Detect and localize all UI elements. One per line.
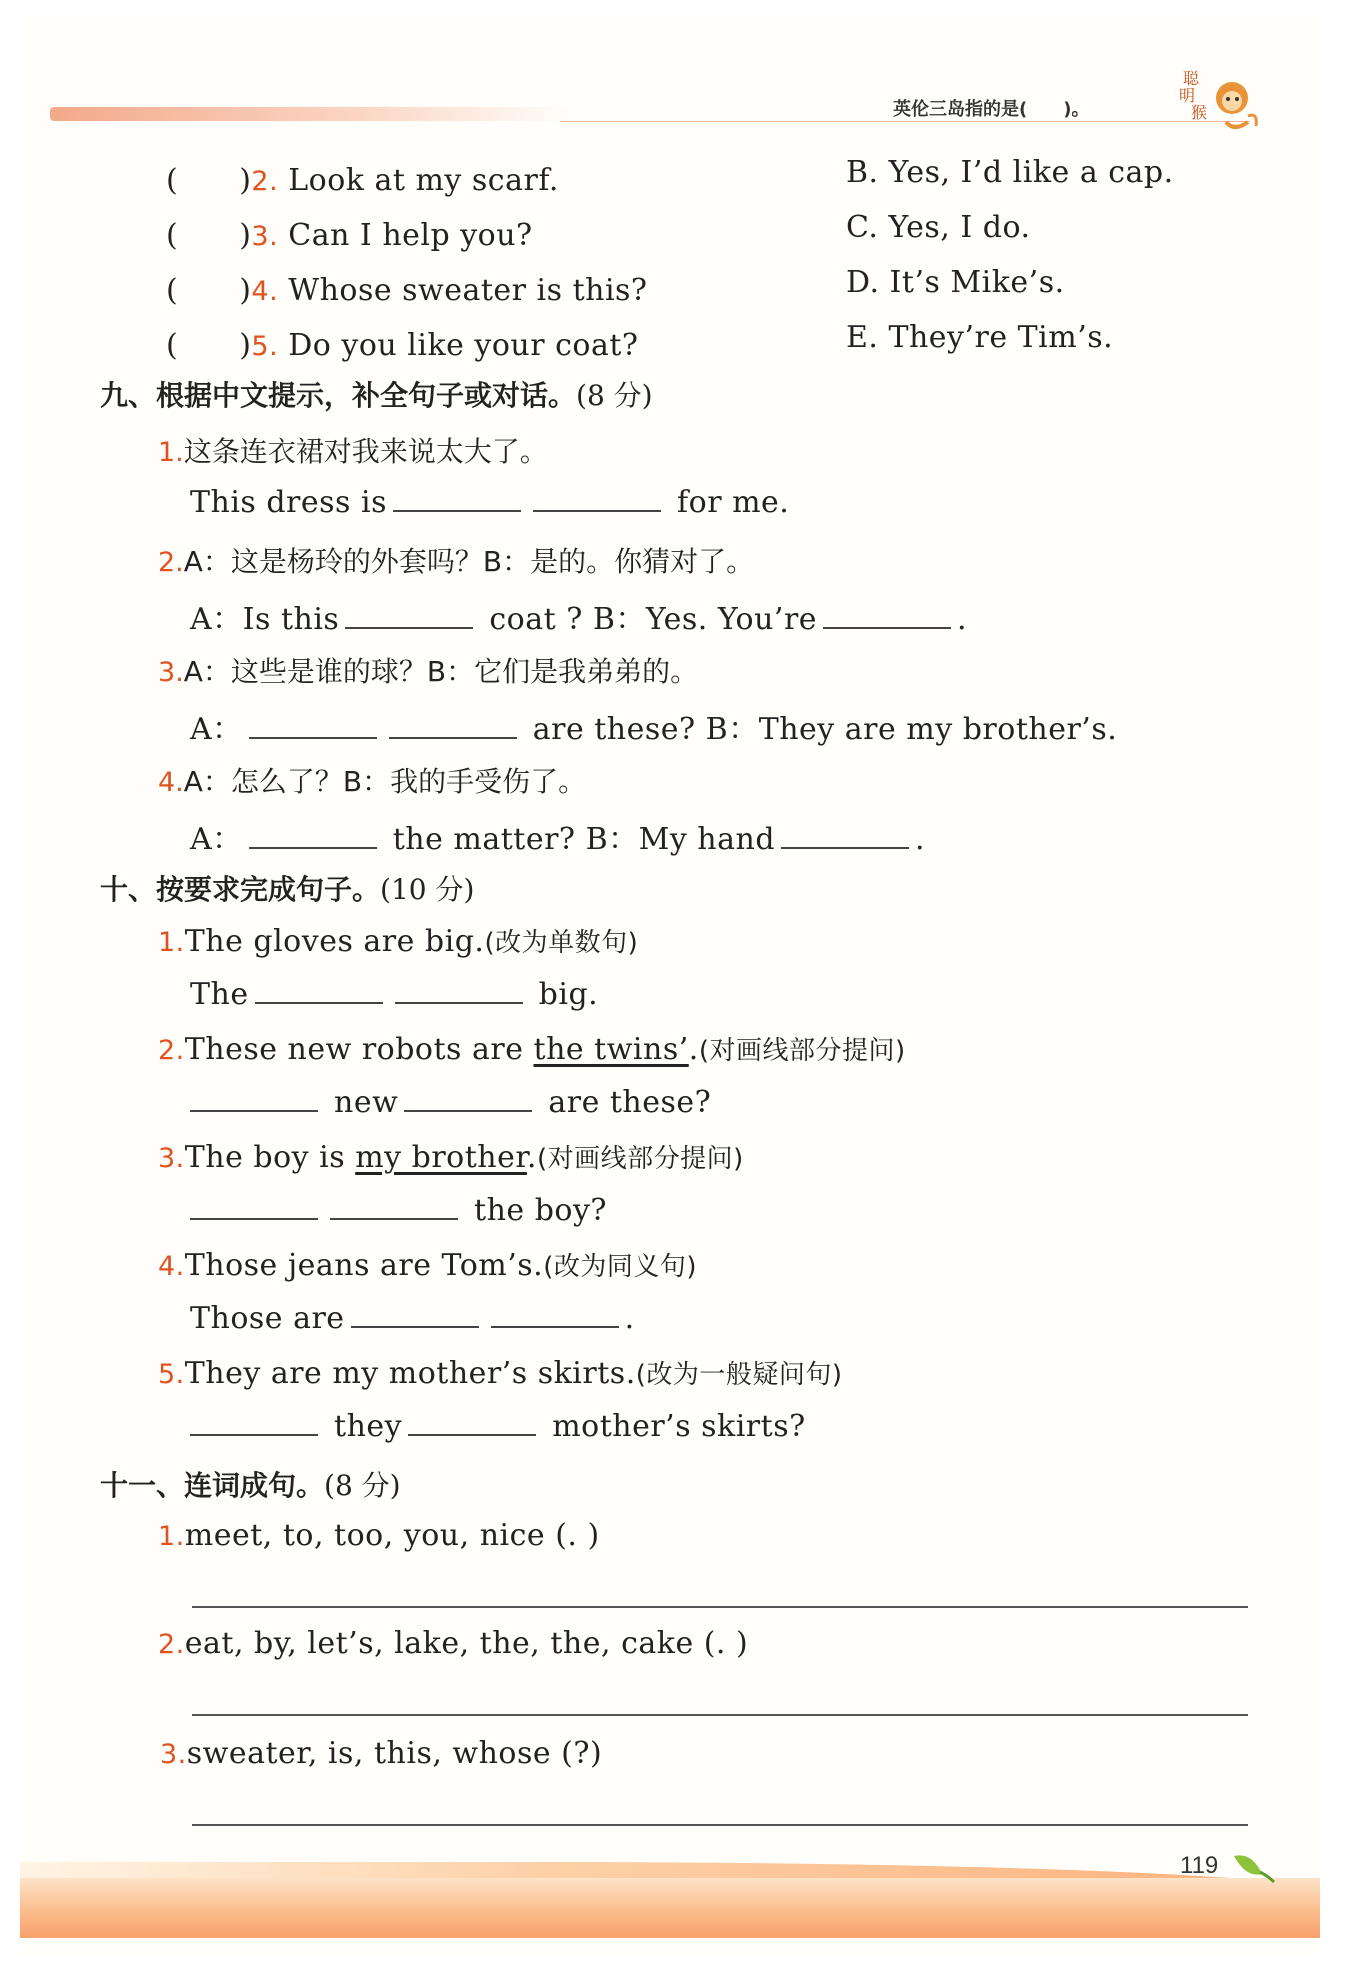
header-rule (560, 121, 1250, 122)
blank-field[interactable] (255, 976, 383, 1004)
blank-field[interactable] (395, 976, 523, 1004)
blank-field[interactable] (190, 1084, 318, 1112)
answer-line-1[interactable] (192, 1606, 1248, 1608)
s11-item-1: 1.meet, to, too, you, nice (. ) (158, 1518, 600, 1553)
s10-item-4-answer: Those are . (190, 1301, 635, 1336)
s9-item-4-english: A： the matter? B：My hand . (190, 822, 926, 857)
s10-item-3: 3.The boy is my brother.(对画线部分提问) (158, 1140, 744, 1175)
s11-item-2: 2.eat, by, let’s, lake, the, the, cake (. ) (158, 1626, 749, 1661)
blank-field[interactable] (249, 711, 377, 739)
s9-item-2-chinese: 2.A：这是杨玲的外套吗？B：是的。你猜对了。 (158, 545, 755, 578)
s10-item-4: 4.Those jeans are Tom’s.(改为同义句) (158, 1248, 698, 1283)
s11-item-3: 3.sweater, is, this, whose (?) (160, 1736, 603, 1771)
s10-item-2-answer: new are these? (184, 1084, 711, 1120)
s10-item-3-answer: the boy? (184, 1192, 607, 1228)
s9-item-1-english: This dress is for me. (190, 485, 790, 520)
matching-answer-e: E. They’re Tim’s. (846, 320, 1114, 355)
s10-item-5: 5.They are my mother’s skirts.(改为一般疑问句) (158, 1356, 843, 1391)
blank-field[interactable] (533, 484, 661, 512)
blank-field[interactable] (393, 484, 521, 512)
footer-band-decoration (20, 1878, 1320, 1938)
s9-item-1-chinese: 1.这条连衣裙对我来说太大了。 (158, 435, 548, 468)
s9-item-4-chinese: 4.A：怎么了？B：我的手受伤了。 (158, 765, 587, 798)
blank-field[interactable] (408, 1408, 536, 1436)
section-11-heading: 十一、连词成句。(8 分) (100, 1469, 401, 1502)
blank-field[interactable] (345, 601, 473, 629)
blank-field[interactable] (491, 1300, 619, 1328)
section-10-heading: 十、按要求完成句子。(10 分) (100, 873, 475, 906)
page-number: 119 (1180, 1852, 1219, 1879)
mascot-label: 聪 明 猴 (1179, 69, 1208, 122)
matching-item-2: ( )2. Look at my scarf. (166, 163, 559, 198)
answer-line-3[interactable] (192, 1824, 1248, 1826)
s9-item-3-chinese: 3.A：这些是谁的球？B：它们是我弟弟的。 (158, 655, 699, 688)
blank-field[interactable] (404, 1084, 532, 1112)
matching-item-5: ( )5. Do you like your coat? (166, 328, 639, 363)
s9-item-3-english: A： are these? B：They are my brother’s. (190, 712, 1118, 747)
s10-item-1: 1.The gloves are big.(改为单数句) (158, 924, 639, 959)
section-9-heading: 九、根据中文提示，补全句子或对话。(8 分) (100, 379, 653, 412)
leaf-icon (1230, 1850, 1278, 1884)
matching-answer-d: D. It’s Mike’s. (846, 265, 1065, 300)
blank-field[interactable] (781, 821, 909, 849)
s10-item-5-answer: they mother’s skirts? (184, 1408, 806, 1444)
matching-item-4: ( )4. Whose sweater is this? (166, 273, 648, 308)
blank-field[interactable] (190, 1408, 318, 1436)
header-decoration-bar (50, 107, 570, 121)
matching-answer-c: C. Yes, I do. (846, 210, 1031, 245)
s9-item-2-english: A：Is this coat ? B：Yes. You’re . (190, 602, 968, 637)
blank-field[interactable] (190, 1192, 318, 1220)
header-hint: 英伦三岛指的是( )。 (893, 99, 1090, 120)
matching-item-3: ( )3. Can I help you? (166, 218, 533, 253)
blank-field[interactable] (823, 601, 951, 629)
s10-item-1-answer: The big. (190, 977, 599, 1012)
blank-field[interactable] (330, 1192, 458, 1220)
matching-answer-b: B. Yes, I’d like a cap. (846, 155, 1174, 190)
blank-field[interactable] (389, 711, 517, 739)
blank-field[interactable] (351, 1300, 479, 1328)
answer-line-2[interactable] (192, 1714, 1248, 1716)
blank-field[interactable] (249, 821, 377, 849)
s10-item-2: 2.These new robots are the twins’.(对画线部分提问) (158, 1032, 906, 1067)
